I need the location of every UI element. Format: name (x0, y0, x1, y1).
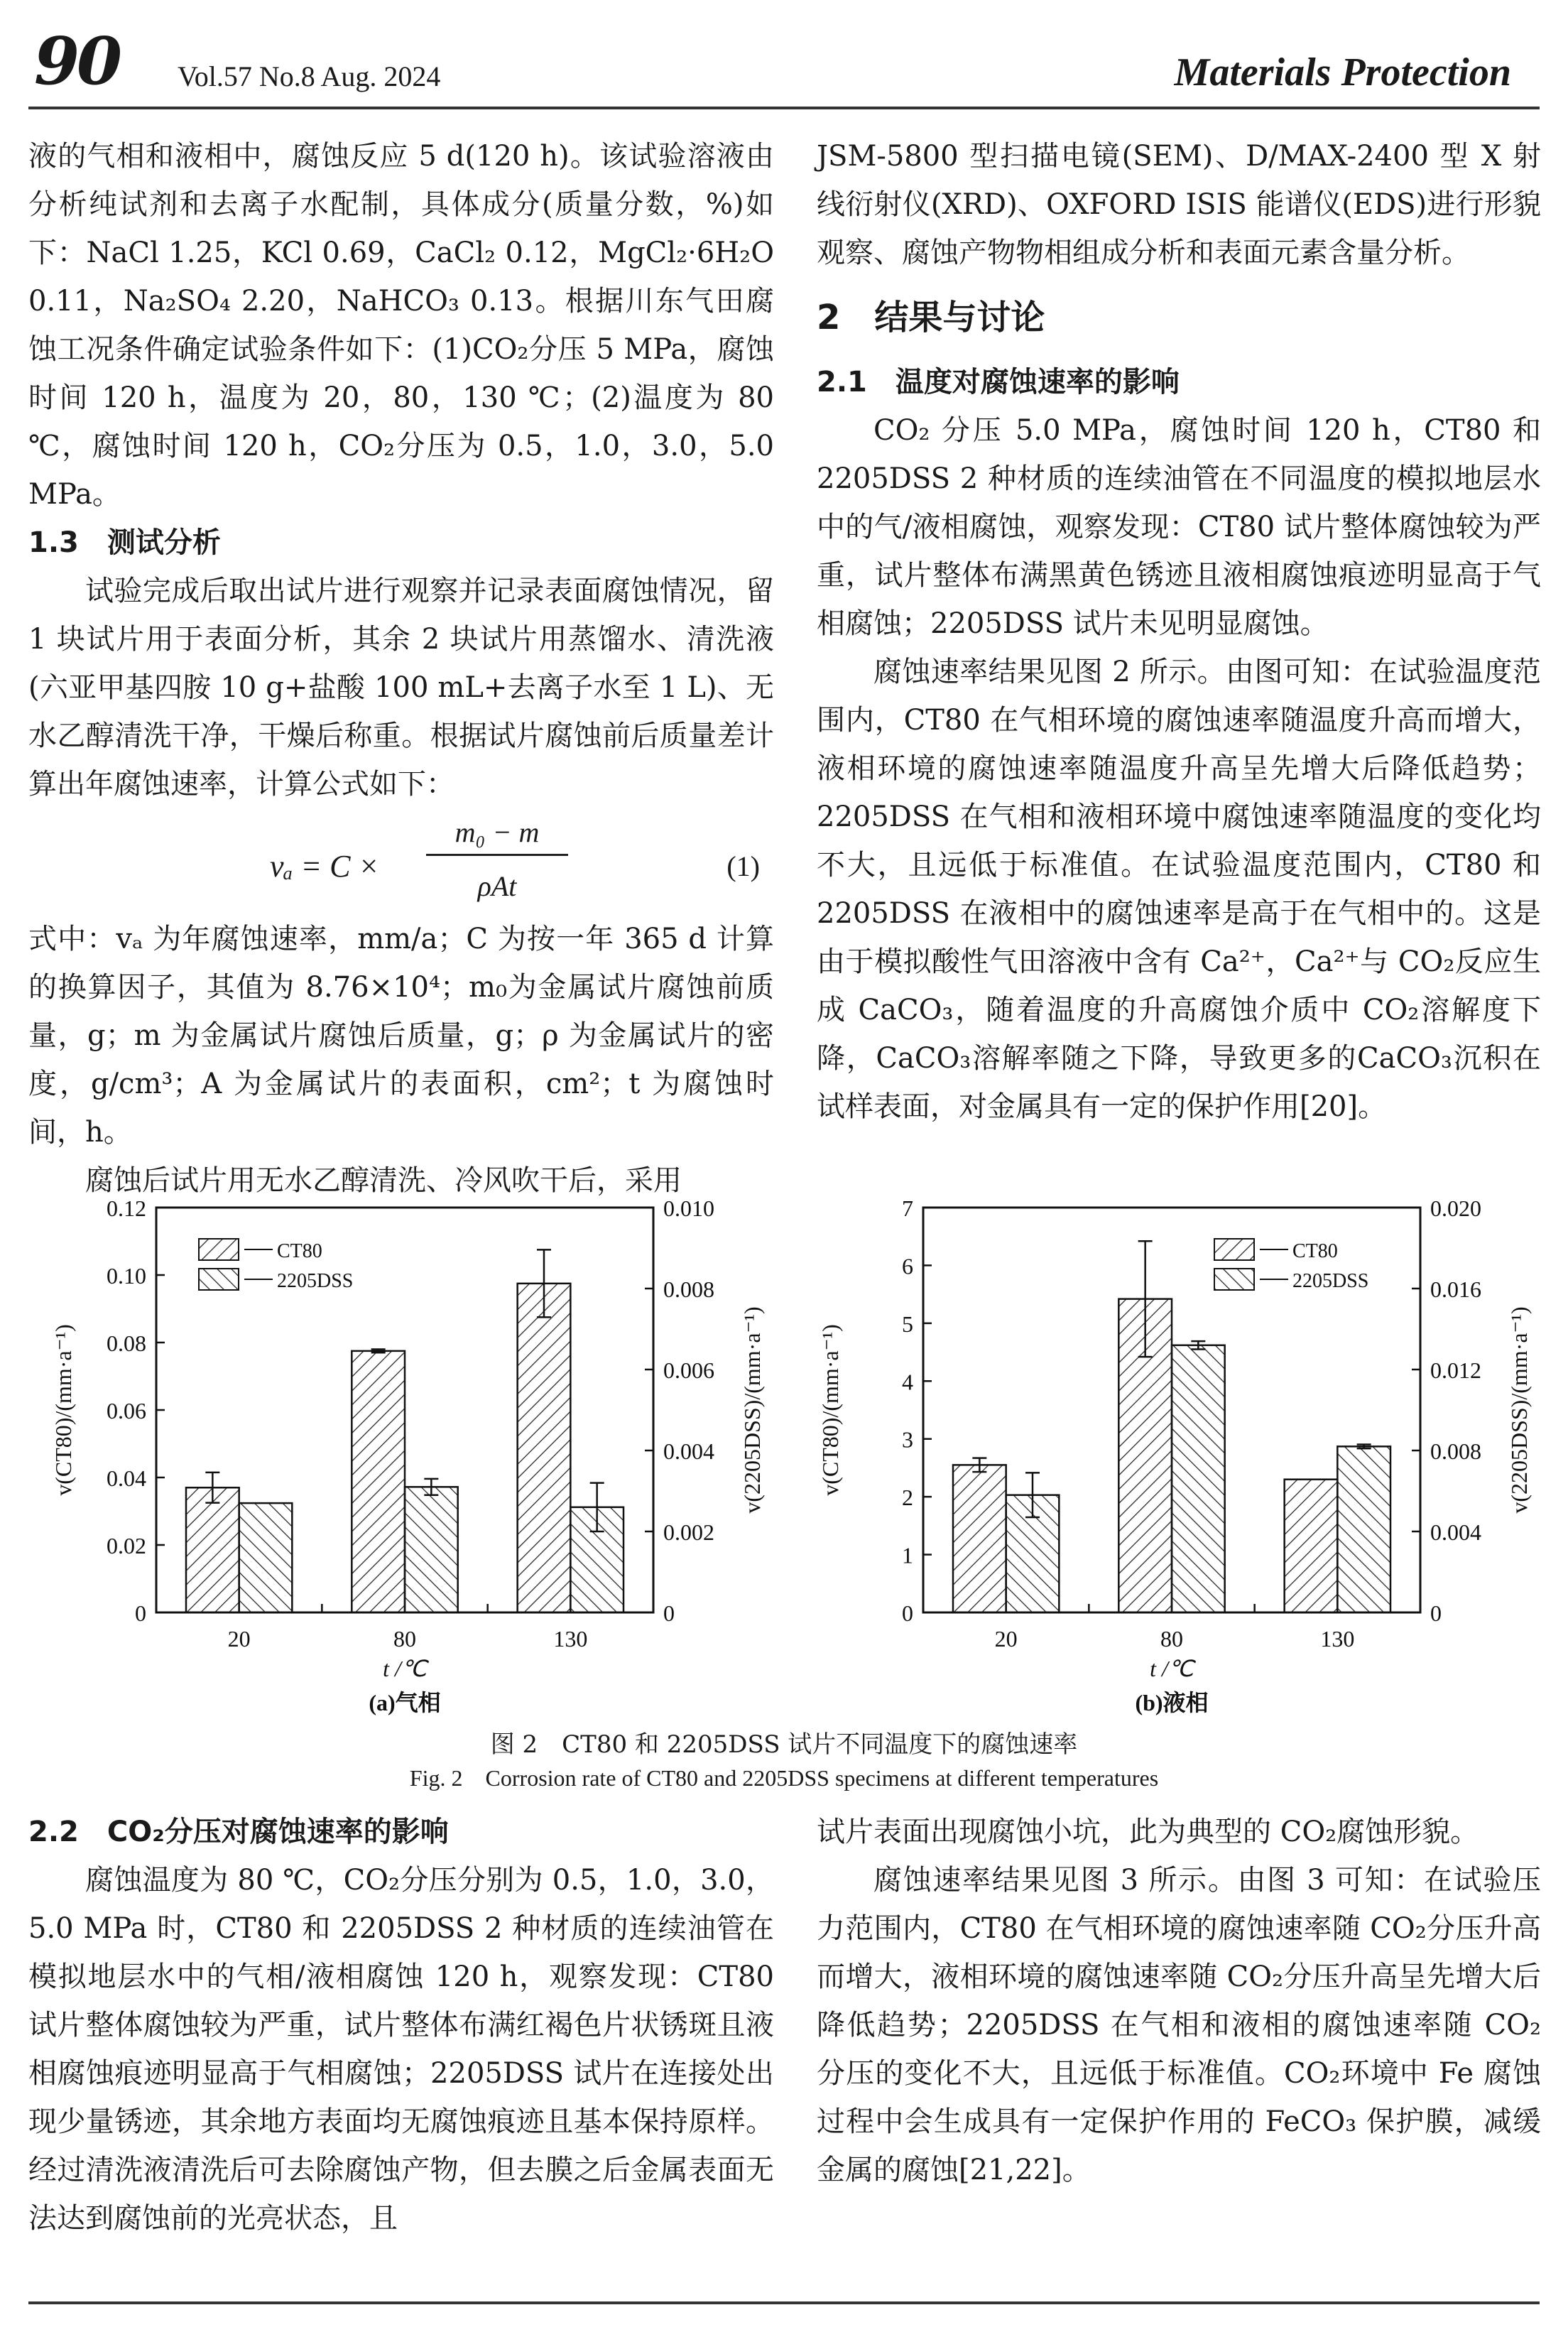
chart-a (43, 1193, 767, 1719)
left-tick-label: 0 (902, 1600, 913, 1626)
paragraph: 试验完成后取出试片进行观察并记录表面腐蚀情况，留 1 块试片用于表面分析，其余 2 块试片用蒸馏水、清洗液(六亚甲基四胺 10 g+盐酸 100 mL+去离子水至 1 L)、无水乙醇清洗干净，干燥后称重。根据试片腐蚀前后质量差计算出年腐蚀速率，计算公式如下： (28, 575, 774, 801)
bar-2205dss (1172, 1345, 1225, 1612)
issue-info: Vol.57 No.8 Aug. 2024 (178, 60, 441, 92)
paragraph: CO₂ 分压 5.0 MPa，腐蚀时间 120 h，CT80 和 2205DSS 2 种材质的连续油管在不同温度的模拟地层水中的气/液相腐蚀，观察发现：CT80 试片整体腐蚀较为严重，试片整体布满黑黄色锈迹且液相腐蚀痕迹明显高于气相腐蚀；2205DSS 试片未见明显腐蚀。 (817, 414, 1541, 640)
right-tick-label: 0.004 (663, 1438, 714, 1464)
bar-2205dss (1337, 1446, 1390, 1612)
section-heading-1-3: 1.3 测试分析 (28, 526, 221, 559)
chart-b (810, 1193, 1534, 1719)
figure-caption-en: Fig. 2 Corrosion rate of CT80 and 2205DSS specimens at different temperatures (409, 1765, 1159, 1791)
x-axis-label: t /℃ (1150, 1656, 1194, 1681)
chart-b-svg (810, 1193, 1534, 1719)
left-tick-label: 7 (902, 1195, 913, 1221)
legend-label: 2205DSS (277, 1270, 354, 1292)
section-heading-2-1: 2.1 温度对腐蚀速率的影响 (817, 366, 1180, 398)
paragraph: 腐蚀后试片用无水乙醇清洗、冷风吹干后，采用 (85, 1164, 682, 1197)
left-tick-label: 0.10 (107, 1263, 146, 1289)
paragraph: 腐蚀速率结果见图 3 所示。由图 3 可知：在试验压力范围内，CT80 在气相环境的腐蚀速率随 CO₂分压升高而增大，液相环境的腐蚀速率随 CO₂分压升高呈先增大后降低趋势；2205DSS 在气相和液相的腐蚀速率随 CO₂ 分压的变化不大，且远低于标准值。CO₂环境中 Fe 腐蚀过程中会生成具有一定保护作用的 FeCO₃ 保护膜，减缓金属的腐蚀[21,22]。 (817, 1864, 1541, 2186)
legend-label: CT80 (1292, 1240, 1338, 1262)
x-axis-label: t /℃ (383, 1656, 427, 1681)
left-tick-label: 6 (902, 1253, 913, 1279)
equation-lhs: vₐ = C × (270, 849, 380, 884)
left-tick-label: 0 (135, 1600, 146, 1626)
equation-1 (28, 808, 774, 915)
legend-swatch (1214, 1239, 1254, 1260)
panel-label: (a)气相 (369, 1690, 441, 1715)
x-tick-label: 130 (1320, 1626, 1355, 1652)
paragraph: 腐蚀速率结果见图 2 所示。由图可知：在试验温度范围内，CT80 在气相环境的腐蚀速率随温度升高而增大，液相环境的腐蚀速率随温度升高呈先增大后降低趋势；2205DSS 在气相和液相环境中腐蚀速率随温度的变化均不大，且远低于标准值。在试验温度范围内，CT80 和 2205DSS 在液相中的腐蚀速率是高于在气相中的。这是由于模拟酸性气田溶液中含有 Ca²⁺，Ca²⁺与 CO₂反应生成 CaCO₃，随着温度的升高腐蚀介质中 CO₂溶解度下降，CaCO₃溶解率随之下降，导致更多的CaCO₃沉积在试样表面，对金属具有一定的保护作用[20]。 (817, 656, 1541, 1123)
paragraph: 液的气相和液相中，腐蚀反应 5 d(120 h)。该试验溶液由分析纯试剂和去离子水配制，具体成分(质量分数，%)如下：NaCl 1.25，KCl 0.69，CaCl₂ 0.12，MgCl₂·6H₂O 0.11，Na₂SO₄ 2.20，NaHCO₃ 0.13。根据川东气田腐蚀工况条件确定试验条件如下：(1)CO₂分压 5 MPa，腐蚀时间 120 h，温度为 20，80，130 ℃；(2)温度为 80 ℃，腐蚀时间 120 h，CO₂分压为 0.5，1.0，3.0，5.0 MPa。 (28, 140, 774, 511)
left-tick-label: 0.04 (107, 1465, 146, 1491)
bar-2205dss (405, 1487, 458, 1612)
right-tick-label: 0.006 (663, 1357, 714, 1383)
legend-swatch (1214, 1269, 1254, 1290)
bar-ct80 (186, 1487, 239, 1612)
x-tick-label: 20 (994, 1626, 1018, 1652)
right-tick-label: 0.016 (1430, 1276, 1481, 1302)
paragraph: JSM-5800 型扫描电镜(SEM)、D/MAX-2400 型 X 射线衍射仪(XRD)、OXFORD ISIS 能谱仪(EDS)进行形貌观察、腐蚀产物物相组成分析和表面元素含量分析。 (817, 140, 1541, 269)
left-tick-label: 3 (902, 1426, 913, 1453)
x-tick-label: 130 (553, 1626, 588, 1652)
right-tick-label: 0.012 (1430, 1357, 1481, 1383)
bar-2205dss (239, 1503, 293, 1612)
journal-title: Materials Protection (1174, 50, 1511, 94)
section-heading-2-2: 2.2 CO₂分压对腐蚀速率的影响 (28, 1816, 449, 1848)
right-tick-label: 0.008 (1430, 1438, 1481, 1464)
left-column-top (28, 132, 774, 1205)
legend-swatch (199, 1239, 239, 1260)
x-tick-label: 20 (227, 1626, 251, 1652)
paragraph: 试片表面出现腐蚀小坑，此为典型的 CO₂腐蚀形貌。 (817, 1816, 1479, 1848)
x-tick-label: 80 (393, 1626, 416, 1652)
y-axis-label-left: v(CT80)/(mm·a⁻¹) (50, 1324, 76, 1496)
left-tick-label: 0.02 (107, 1533, 146, 1558)
paragraph: 腐蚀温度为 80 ℃，CO₂分压分别为 0.5，1.0，3.0，5.0 MPa 时，CT80 和 2205DSS 2 种材质的连续油管在模拟地层水中的气相/液相腐蚀 120 h，观察发现：CT80 试片整体腐蚀较为严重，试片整体布满红褐色片状锈斑且液相腐蚀痕迹明显高于气相腐蚀；2205DSS 试片在连接处出现少量锈迹，其余地方表面均无腐蚀痕迹且基本保持原样。经过清洗液清洗后可去除腐蚀产物，但去膜之后金属表面无法达到腐蚀前的光亮状态，且 (28, 1864, 774, 2235)
paragraph: 式中：vₐ 为年腐蚀速率，mm/a；C 为按一年 365 d 计算的换算因子，其值为 8.76×10⁴；m₀为金属试片腐蚀前质量，g；m 为金属试片腐蚀后质量，g；ρ 为金属试片的密度，g/cm³；A 为金属试片的表面积，cm²；t 为腐蚀时间，h。 (28, 923, 774, 1149)
y-axis-label-right: v(2205DSS)/(mm·a⁻¹) (1506, 1306, 1532, 1514)
left-tick-label: 5 (902, 1311, 913, 1337)
right-tick-label: 0 (1430, 1600, 1442, 1626)
equation-denominator: ρAt (477, 870, 517, 902)
bar-ct80 (1285, 1480, 1338, 1612)
right-tick-label: 0 (663, 1600, 675, 1626)
y-axis-label-left: v(CT80)/(mm·a⁻¹) (817, 1324, 843, 1496)
left-tick-label: 4 (902, 1369, 913, 1395)
left-tick-label: 0.08 (107, 1330, 146, 1356)
bar-ct80 (352, 1351, 405, 1612)
right-column-bottom (817, 1808, 1541, 2194)
left-column-bottom (28, 1808, 774, 2242)
right-tick-label: 0.008 (663, 1276, 714, 1302)
legend-label: 2205DSS (1292, 1270, 1369, 1292)
legend-label: CT80 (277, 1240, 322, 1262)
footer-rule (28, 2301, 1540, 2304)
right-tick-label: 0.004 (1430, 1519, 1481, 1545)
x-tick-label: 80 (1160, 1626, 1183, 1652)
right-tick-label: 0.010 (663, 1195, 714, 1221)
y-axis-label-right: v(2205DSS)/(mm·a⁻¹) (739, 1306, 765, 1514)
right-column-top (817, 132, 1541, 1131)
left-tick-label: 1 (902, 1542, 913, 1568)
fraction-bar (426, 854, 568, 856)
bar-ct80 (953, 1465, 1006, 1612)
chart-a-svg (43, 1193, 767, 1719)
page-number: 90 (34, 23, 120, 99)
legend-swatch (199, 1269, 239, 1290)
left-tick-label: 0.12 (107, 1195, 146, 1221)
panel-label: (b)液相 (1135, 1690, 1209, 1715)
equation-number: (1) (726, 850, 760, 882)
left-tick-label: 2 (902, 1485, 913, 1511)
left-tick-label: 0.06 (107, 1398, 146, 1423)
right-tick-label: 0.020 (1430, 1195, 1481, 1221)
right-tick-label: 0.002 (663, 1519, 714, 1545)
figure-caption-cn: 图 2 CT80 和 2205DSS 试片不同温度下的腐蚀速率 (490, 1730, 1078, 1759)
equation-numerator: m₀ − m (454, 816, 540, 848)
section-heading-2: 2 结果与讨论 (817, 298, 1045, 337)
bar-ct80 (518, 1284, 571, 1612)
header-rule (28, 107, 1540, 109)
